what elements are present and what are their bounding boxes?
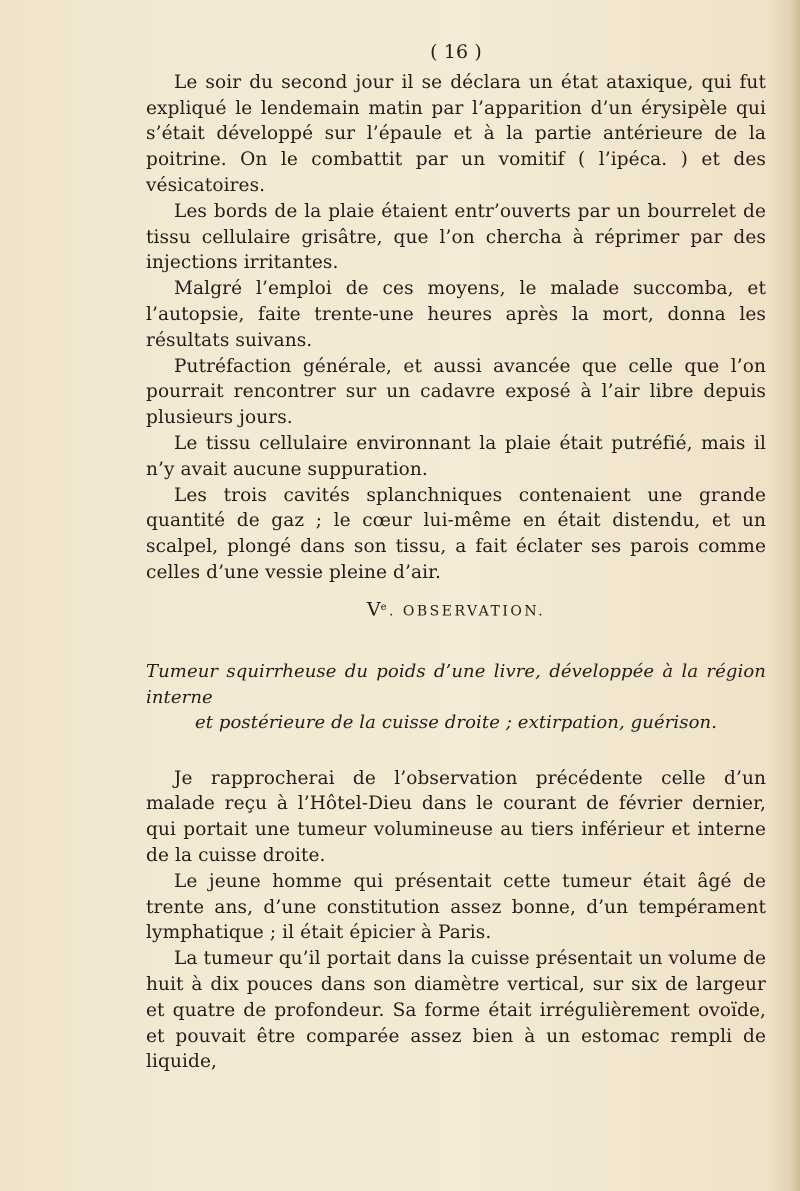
observation-number-sup: e (380, 601, 389, 613)
paragraph: Les trois cavités splanchniques contenaient une grande quantité de gaz ; le cœur lui-même en était distendu, et un scalpel, plongé dans son tissu, a fait éclater ses parois comme celles d’une vessie pleine d’air. (146, 484, 766, 583)
paragraph: Putréfaction générale, et aussi avancée que celle que l’on pourrait rencontrer sur un cadavre exposé à l’air libre depuis plusieurs jours. (146, 355, 766, 429)
page-number: ( 16 ) (430, 41, 482, 63)
paragraph: La tumeur qu’il portait dans la cuisse présentait un volume de huit à dix pouces dans son diamètre vertical, sur six de largeur et quatre de profondeur. Sa forme était irrégulièrement ovoïde, et pouvait être comparée assez bien à un estomac rempli de liquide, (146, 948, 766, 1073)
observation-number: V (366, 598, 381, 621)
page-text-block (146, 40, 766, 1075)
observation-title-line-2: et postérieure de la cuisse droite ; extirpation, guérison. (194, 712, 718, 734)
paragraph: Le tissu cellulaire environnant la plaie était putréfié, mais il n’y avait aucune suppuration. (146, 432, 766, 480)
observation-label: . OBSERVATION. (388, 603, 546, 620)
observation-heading (146, 595, 766, 625)
paragraph: Je rapprocherai de l’observation précédente celle d’un malade reçu à l’Hôtel-Dieu dans le courant de février dernier, qui portait une tumeur volumineuse au tiers inférieur et interne de la cuisse droite. (146, 767, 766, 867)
paragraph: Le soir du second jour il se déclara un état ataxique, qui fut expliqué le lendemain matin par l’apparition d’un érysipèle qui s’était développé sur l’épaule et à la partie antérieure de la poitrine. On le combattit par un vomitif ( l’ipéca. ) et des vésicatoires. (146, 71, 766, 196)
paragraph: Le jeune homme qui présentait cette tumeur était âgé de trente ans, d’une constitution assez bonne, d’un tempérament lymphatique ; il était épicier à Paris. (146, 870, 766, 944)
observation-title (146, 659, 766, 736)
paragraph: Malgré l’emploi de ces moyens, le malade succomba, et l’autopsie, faite trente-une heures après la mort, donna les résultats suivans. (146, 278, 766, 351)
page-edge (788, 0, 800, 1191)
observation-title-line-1: Tumeur squirrheuse du poids d’une livre, développée à la région interne (146, 661, 766, 708)
paragraph: Les bords de la plaie étaient entr’ouverts par un bourrelet de tissu cellulaire grisâtre, que l’on chercha à réprimer par des injections irritantes. (146, 200, 766, 274)
